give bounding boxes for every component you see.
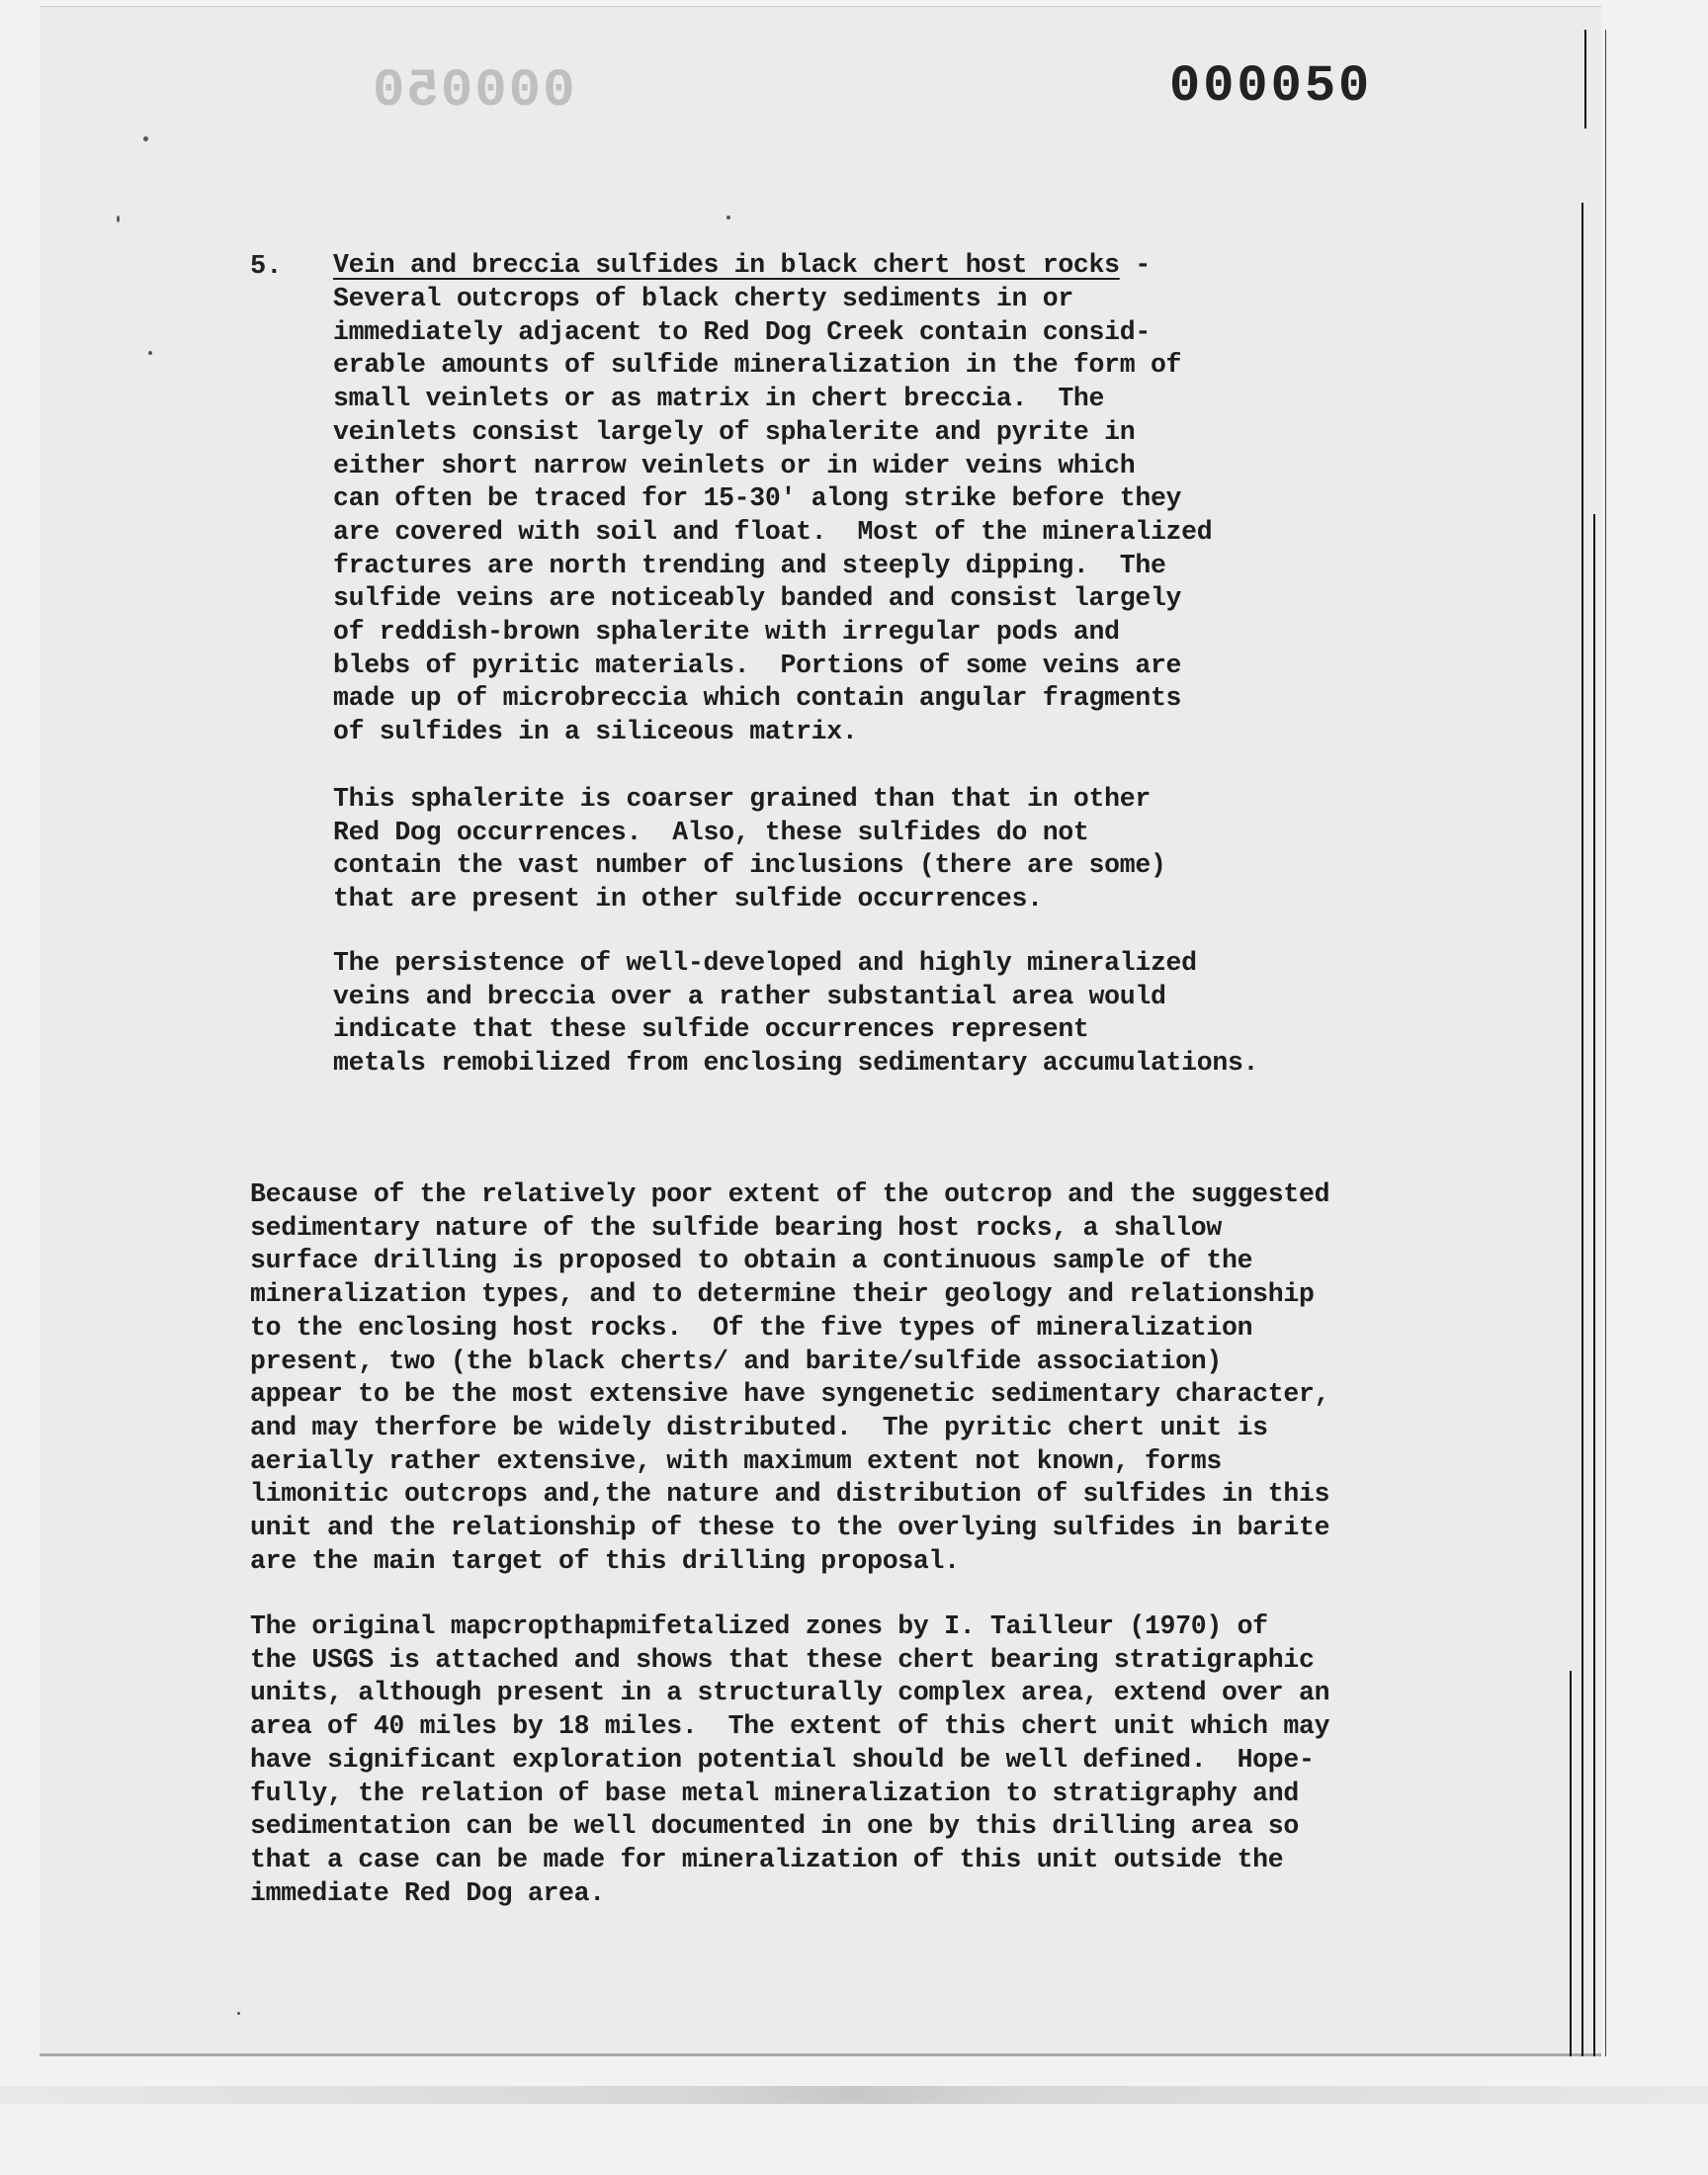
text-line: The original mapcropthapmifetalized zones by I. Tailleur (1970) of — [250, 1611, 1268, 1641]
scan-edge-strip — [0, 2086, 1708, 2104]
speck — [237, 2012, 240, 2015]
section-heading — [333, 249, 1151, 283]
page-edge-line — [1593, 514, 1595, 2056]
text-line: present, two (the black cherts/ and barite/sulfide association) — [250, 1346, 1222, 1376]
speck — [143, 136, 148, 141]
text-line: The persistence of well-developed and highly mineralized — [333, 948, 1197, 978]
text-line: fully, the relation of base metal mineralization to stratigraphy and — [250, 1778, 1299, 1808]
section-heading-title: Vein and breccia sulfides in black chert host rocks — [333, 250, 1120, 280]
text-line: Red Dog occurrences. Also, these sulfides do not — [333, 817, 1089, 847]
text-line: that are present in other sulfide occurrences. — [333, 884, 1043, 914]
text-line: to the enclosing host rocks. Of the five types of mineralization — [250, 1312, 1253, 1343]
text-line: sedimentary nature of the sulfide bearing host rocks, a shallow — [250, 1212, 1222, 1243]
paragraph-vein-description — [333, 283, 1212, 749]
text-line: area of 40 miles by 18 miles. The extent of this chert unit which may — [250, 1711, 1330, 1742]
text-line: unit and the relationship of these to the overlying sulfides in barite — [250, 1513, 1330, 1543]
text-line: can often be traced for 15-30' along strike before they — [333, 483, 1182, 514]
text-line: Several outcrops of black cherty sediments in or — [333, 284, 1073, 313]
text-line: small veinlets or as matrix in chert breccia. The — [333, 384, 1105, 414]
page-edge-line — [1581, 203, 1583, 2056]
text-line: are covered with soil and float. Most of the mineralized — [333, 516, 1213, 547]
text-line: and may therfore be widely distributed. The pyritic chert unit is — [250, 1412, 1268, 1442]
text-line: This sphalerite is coarser grained than that in other — [333, 784, 1151, 814]
text-line: indicate that these sulfide occurrences represent — [333, 1014, 1089, 1045]
bleed-through-stamp: 000050 — [371, 61, 575, 122]
section-heading-dash: - — [1119, 250, 1151, 280]
text-line: have significant exploration potential should be well defined. Hope- — [250, 1744, 1315, 1775]
text-line: either short narrow veinlets or in wider veins which — [333, 450, 1136, 480]
text-line: blebs of pyritic materials. Portions of some veins are — [333, 650, 1182, 680]
page-edge-line — [1570, 1671, 1572, 2056]
text-line: of sulfides in a siliceous matrix. — [333, 717, 858, 747]
text-line: veins and breccia over a rather substantial area would — [333, 981, 1166, 1011]
text-line: of reddish-brown sphalerite with irregular pods and — [333, 617, 1120, 648]
paragraph-persistence — [333, 947, 1258, 1081]
text-line: that a case can be made for mineralization of this unit outside the — [250, 1844, 1284, 1874]
paragraph-tailleur-map — [250, 1610, 1329, 1910]
text-line: the USGS is attached and shows that these chert bearing stratigraphic — [250, 1644, 1315, 1675]
text-line: metals remobilized from enclosing sedimentary accumulations. — [333, 1048, 1259, 1079]
text-line: Because of the relatively poor extent of the outcrop and the suggested — [250, 1179, 1330, 1209]
text-line: aerially rather extensive, with maximum extent not known, forms — [250, 1445, 1222, 1476]
page-edge-line — [1584, 30, 1586, 129]
text-line: mineralization types, and to determine their geology and relationship — [250, 1279, 1315, 1310]
speck — [148, 351, 152, 355]
text-line: appear to be the most extensive have syngenetic sedimentary character, — [250, 1379, 1330, 1410]
text-line: limonitic outcrops and,the nature and distribution of sulfides in this — [250, 1479, 1330, 1510]
paragraph-drilling-proposal — [250, 1178, 1329, 1578]
paragraph-sphalerite-grain — [333, 783, 1166, 916]
text-line: surface drilling is proposed to obtain a continuous sample of the — [250, 1246, 1253, 1276]
text-line: erable amounts of sulfide mineralization in the form of — [333, 350, 1182, 381]
text-line: contain the vast number of inclusions (there are some) — [333, 850, 1166, 881]
section-number: 5. — [250, 252, 283, 282]
text-line: made up of microbreccia which contain angular fragments — [333, 683, 1182, 714]
text-line: sulfide veins are noticeably banded and consist largely — [333, 583, 1182, 614]
text-line: fractures are north trending and steeply dipping. The — [333, 550, 1166, 580]
text-line: veinlets consist largely of sphalerite and pyrite in — [333, 416, 1136, 447]
speck — [117, 216, 120, 222]
document-number-stamp: 000050 — [1169, 57, 1373, 116]
speck — [726, 216, 730, 219]
text-line: immediate Red Dog area. — [250, 1877, 605, 1908]
text-line: immediately adjacent to Red Dog Creek contain consid- — [333, 316, 1151, 347]
text-line: are the main target of this drilling proposal. — [250, 1545, 960, 1576]
page-edge-line — [1605, 30, 1606, 2056]
text-line: units, although present in a structurally complex area, extend over an — [250, 1678, 1330, 1708]
text-line: sedimentation can be well documented in one by this drilling area so — [250, 1811, 1299, 1842]
